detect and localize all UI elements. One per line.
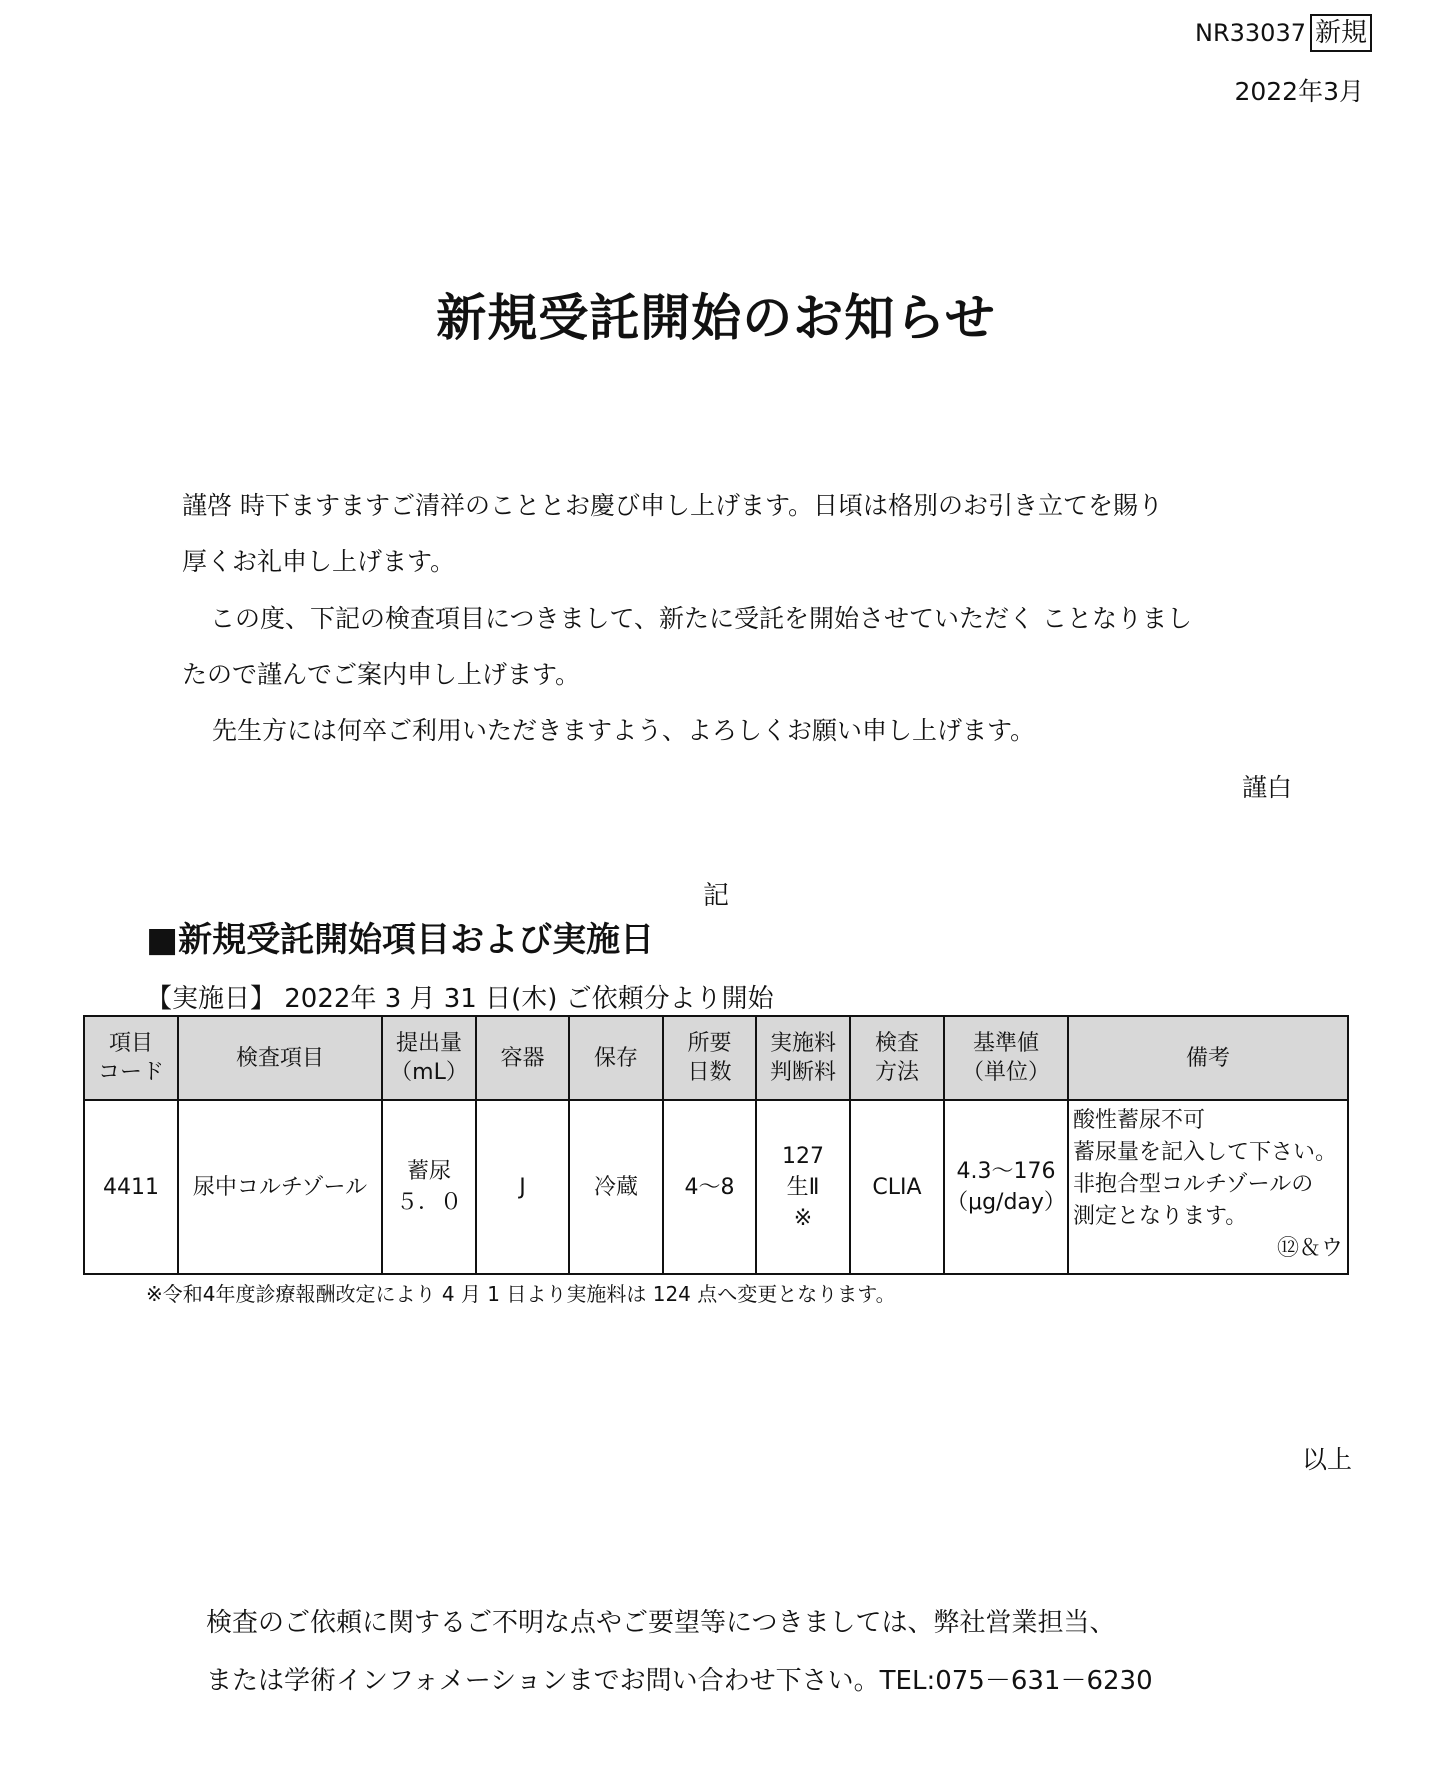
ki-mark: 記: [702, 881, 729, 911]
cell-item: 尿中コルチゾール: [178, 1100, 382, 1274]
header-storage: 保存: [569, 1016, 663, 1100]
footnote: ※令和4年度診療報酬改定により 4 月 1 日より実施料は 124 点へ変更となります。: [146, 1282, 896, 1306]
cell-fee: 127 生Ⅱ ※: [756, 1100, 850, 1274]
cell-days: 4～8: [663, 1100, 756, 1274]
cell-container: J: [476, 1100, 569, 1274]
cell-reference: 4.3～176 （μg/day）: [944, 1100, 1068, 1274]
cell-method: CLIA: [850, 1100, 944, 1274]
table-row: [84, 1100, 1348, 1274]
header-container: 容器: [476, 1016, 569, 1100]
greeting-line-2: 厚くお礼申し上げます。: [182, 547, 456, 576]
header-fee: 実施料 判断料: [756, 1016, 850, 1100]
document-code: NR33037: [1195, 19, 1306, 47]
closing-word: 謹白: [1241, 773, 1292, 802]
implementation-date: 【実施日】 2022年 3 月 31 日(木) ご依頼分より開始: [146, 984, 774, 1014]
document-date: 2022年3月: [1234, 77, 1364, 106]
announcement-line-2: たので謹んでご案内申し上げます。: [182, 660, 581, 689]
contact-line-2: または学術インフォメーションまでお問い合わせ下さい。TEL:075－631－6230: [206, 1666, 1153, 1696]
table-header-row: [84, 1016, 1348, 1100]
section-title: ■新規受託開始項目および実施日: [146, 920, 655, 960]
header-days: 所要 日数: [663, 1016, 756, 1100]
cell-volume: 蓄尿 ５．０: [382, 1100, 476, 1274]
document-number: [1195, 14, 1372, 52]
header-reference: 基準値 （単位）: [944, 1016, 1068, 1100]
cell-code: 4411: [84, 1100, 178, 1274]
header-code: 項目 コード: [84, 1016, 178, 1100]
header-volume: 提出量 （mL）: [382, 1016, 476, 1100]
announcement-line-1: この度、下記の検査項目につきまして、新たに受託を開始させていただく ことなりまし: [210, 604, 1192, 633]
header-method: 検査 方法: [850, 1016, 944, 1100]
remarks-stamp: ⑫＆ウ: [1276, 1236, 1343, 1261]
test-item-table: [83, 1015, 1349, 1275]
greeting-line-1: 謹啓 時下ますますご清祥のこととお慶び申し上げます。日頃は格別のお引き立てを賜り: [182, 491, 1163, 520]
header-remarks: 備考: [1068, 1016, 1348, 1100]
header-item: 検査項目: [178, 1016, 382, 1100]
contact-line-1: 検査のご依頼に関するご不明な点やご要望等につきましては、弊社営業担当、: [206, 1608, 1116, 1638]
new-badge: 新規: [1310, 14, 1372, 52]
cell-remarks: 酸性蓄尿不可 蓄尿量を記入して下さい。 非抱合型コルチゾールの 測定となります。 ⑫＆ウ: [1068, 1100, 1348, 1274]
page-title: 新規受託開始のお知らせ: [436, 289, 996, 347]
cell-storage: 冷蔵: [569, 1100, 663, 1274]
end-mark: 以上: [1301, 1445, 1352, 1474]
request-line: 先生方には何卒ご利用いただきますよう、よろしくお願い申し上げます。: [212, 716, 1036, 745]
